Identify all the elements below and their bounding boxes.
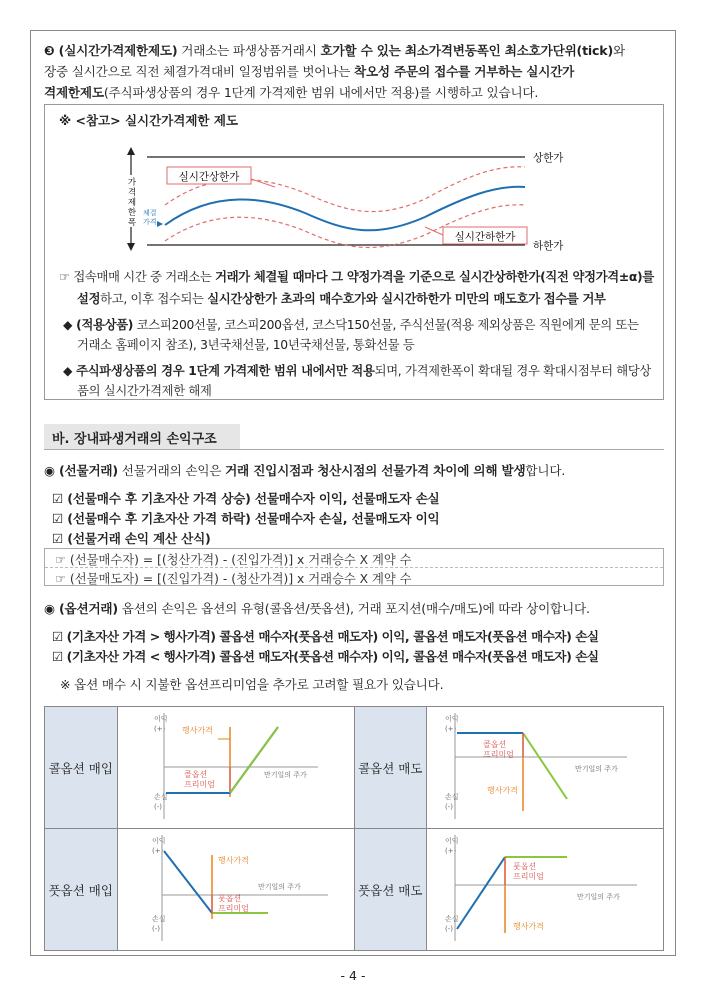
- upper-box-label: 실시간상한가: [178, 171, 240, 183]
- bullet-products: ◆ (적용상품) 코스피200선물, 코스피200옵션, 코스닥150선물, 주식선물(적용 제외상품은 직원에게 문의 또는: [63, 318, 639, 332]
- trade-arrow-icon: [157, 221, 163, 227]
- options-check-1: ☑ (기초자산 가격 > 행사가격) 콜옵션 매수자(풋옵션 매도자) 이익, 콜옵션 매도자(풋옵션 매수자) 손실: [52, 629, 599, 644]
- futures-check-2: ☑ (선물매수 후 기초자산 가격 하락) 선물매수자 손실, 선물매도자 이익: [52, 511, 440, 526]
- put-premium-label-1: 풋옵션: [513, 862, 537, 871]
- axis-label-1: 가: [127, 178, 137, 188]
- put-premium-label-1: 풋옵션: [217, 894, 241, 903]
- plus-label: (+): [153, 725, 165, 733]
- premium-label-1: 콜옵션: [483, 740, 507, 749]
- bullet-products-cont: 거래소 홈페이지 참조), 3년국채선물, 10년국채선물, 통화선물 등: [77, 338, 415, 352]
- trade-label-1: 체결: [143, 209, 157, 217]
- options-check-2: ☑ (기초자산 가격 < 행사가격) 콜옵션 매도자(풋옵션 매수자) 이익, 콜옵션 매수자(풋옵션 매도자) 손실: [52, 649, 599, 664]
- premium-label-2: 프리미엄: [183, 780, 215, 789]
- formula-seller: ☞ (선물매도자) = [(진입가격) - (청산가격)] x 거래승수 X 계약 수: [55, 572, 412, 586]
- futures-intro: ◉ (선물거래) 선물거래의 손익은 거래 진입시점과 청산시점의 선물가격 차이에 의해 발생합니다.: [44, 463, 566, 478]
- profit-segment: [230, 727, 278, 793]
- put-sell-diagram: [427, 829, 663, 947]
- put-premium-label-2: 프리미엄: [513, 872, 544, 881]
- reference-box: [44, 104, 664, 400]
- maturity-label: 만기일의 주가: [257, 883, 301, 891]
- reference-title: ※ <참고> 실시간가격제한 제도: [59, 113, 238, 128]
- section-divider: [44, 449, 664, 450]
- put-buy-diagram: [118, 829, 354, 947]
- arrow-down-icon: [127, 243, 135, 251]
- upper-limit-label: 상한가: [533, 152, 564, 164]
- profit-label: 이익: [445, 837, 459, 845]
- profit-label: 이익: [445, 715, 459, 723]
- call-sell-diagram: [427, 707, 663, 825]
- strike-label: 행사가격: [217, 856, 249, 865]
- minus-label: (-): [445, 925, 453, 933]
- note-line-1: ☞ 접속매매 시간 중 거래소는 거래가 체결될 때마다 그 약정가격을 기준으로 실시간상하한가(직전 약정가격±α)를: [59, 270, 654, 284]
- loss-label: 손실: [151, 915, 166, 923]
- minus-label: (-): [445, 803, 453, 811]
- futures-check-1: ☑ (선물매수 후 기초자산 가격 상승) 선물매수자 이익, 선물매도자 손실: [52, 491, 440, 506]
- loss-label: 손실: [445, 793, 459, 801]
- page-number: - 4 -: [340, 968, 366, 983]
- strike-label: 행사가격: [513, 922, 544, 931]
- loss-label: 손실: [153, 793, 168, 801]
- loss-segment: [523, 733, 567, 799]
- formula-buyer: ☞ (선물매수자) = [(청산가격) - (진입가격)] x 거래승수 X 계약 수: [55, 553, 412, 567]
- premium-label-1: 콜옵션: [183, 770, 207, 779]
- strike-label: 행사가격: [487, 786, 518, 795]
- futures-check-3: ☑ (선물거래 손익 계산 산식): [52, 531, 211, 546]
- put-buy-label: 풋옵션 매입: [45, 829, 118, 951]
- call-sell-label: 콜옵션 매도: [354, 707, 427, 829]
- payoff-line: [166, 727, 278, 793]
- maturity-label: 만기일의 주가: [263, 771, 307, 779]
- axis-label-2: 격: [127, 188, 137, 198]
- p1-line3: 격제한제도(주식파생상품의 경우 1단계 가격제한 범위 내에서만 적용)를 시행하고 있습니다.: [44, 85, 539, 100]
- options-intro: ◉ (옵션거래) 옵션의 손익은 옵션의 유형(콜옵션/풋옵션), 거래 포지션(매수/매도)에 따라 상이합니다.: [44, 601, 590, 616]
- bullet-stock-cont: 품의 실시간가격제한 해제: [77, 384, 212, 398]
- options-note: ※ 옵션 매수 시 지불한 옵션프리미엄을 추가로 고려할 필요가 있습니다.: [60, 677, 444, 692]
- put-buy-chart: [117, 829, 354, 951]
- lower-limit-label: 하한가: [533, 240, 564, 252]
- premium-label-2: 프리미엄: [483, 750, 514, 759]
- minus-label: (-): [151, 925, 160, 933]
- trade-label-2: 가격: [143, 218, 157, 226]
- profit-label: 이익: [151, 837, 166, 845]
- bullet-stock: ◆ 주식파생상품의 경우 1단계 가격제한 범위 내에서만 적용되며, 가격제한폭이 확대될 경우 확대시점부터 해당상: [63, 364, 651, 378]
- arrow-up-icon: [127, 147, 135, 155]
- options-payoff-table: [44, 706, 664, 951]
- formula-box: [44, 548, 664, 586]
- section-heading: 바. 장내파생거래의 손익구조: [44, 424, 240, 450]
- p1-line1: ❸ (실시간가격제한제도) 거래소는 파생상품거래시 호가할 수 있는 최소가격변동폭인 최소호가단위(tick)와: [44, 43, 625, 58]
- put-premium-label-2: 프리미엄: [217, 904, 249, 913]
- axis-label-4: 한: [127, 208, 137, 218]
- p1-line2: 장중 실시간으로 직전 체결가격대비 일정범위를 벗어나는 착오성 주문의 접수를 거부하는 실시간가: [44, 64, 575, 79]
- profit-label: 이익: [153, 715, 168, 723]
- call-buy-chart: [117, 707, 354, 829]
- axis-label-3: 제: [127, 198, 137, 208]
- strike-label: 행사가격: [181, 726, 213, 735]
- put-sell-label: 풋옵션 매도: [354, 829, 427, 951]
- axis-label-5: 폭: [127, 218, 137, 228]
- maturity-label: 만기일의 주가: [577, 893, 620, 901]
- note-line-2: 설정하고, 이후 접수되는 실시간상한가 초과의 매수호가와 실시간하한가 미만의 매도호가 접수를 거부: [77, 292, 606, 306]
- profit-segment: [164, 851, 212, 913]
- plus-label: (+): [445, 725, 457, 733]
- plus-label: (+): [445, 847, 457, 855]
- price-limit-chart: [125, 141, 605, 259]
- call-buy-label: 콜옵션 매입: [45, 707, 118, 829]
- plus-label: (+): [151, 847, 163, 855]
- minus-label: (-): [153, 803, 162, 811]
- loss-segment: [457, 857, 505, 929]
- loss-label: 손실: [445, 915, 459, 923]
- maturity-label: 만기일의 주가: [575, 765, 618, 773]
- call-sell-chart: [427, 707, 664, 829]
- put-sell-chart: [427, 829, 664, 951]
- call-buy-diagram: [118, 707, 354, 825]
- lower-box-label: 실시간하한가: [454, 231, 516, 243]
